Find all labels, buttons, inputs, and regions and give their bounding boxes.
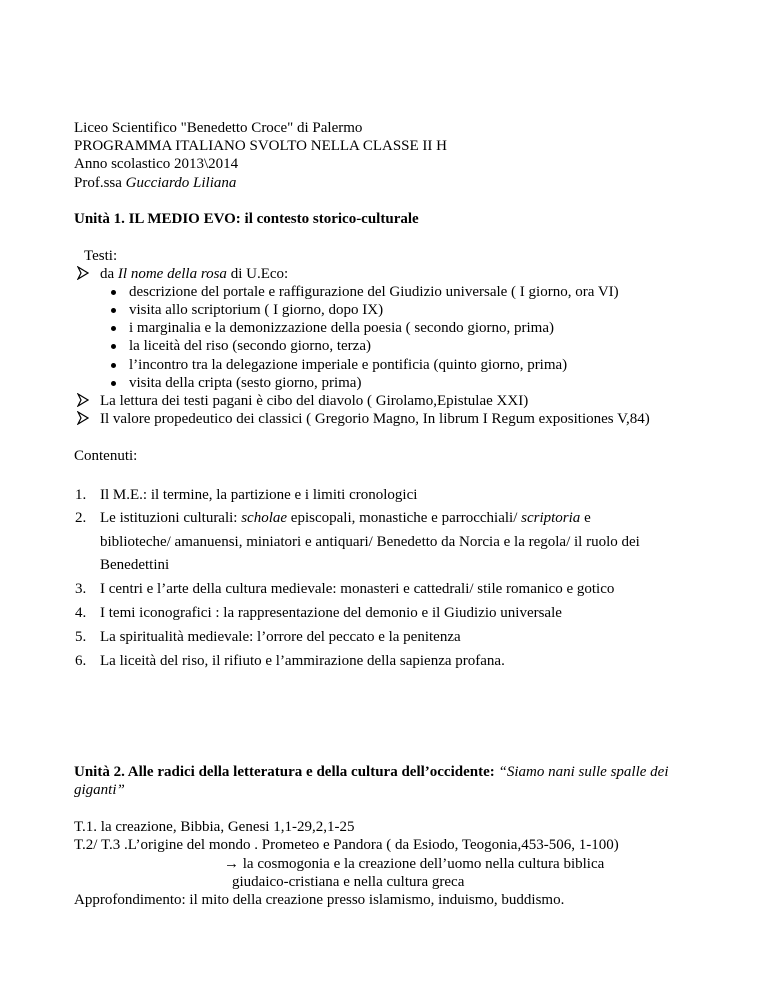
- teacher-prefix: Prof.ssa: [74, 175, 126, 191]
- programme-title: PROGRAMMA ITALIANO SVOLTO NELLA CLASSE II H: [74, 138, 447, 154]
- book-item: l’incontro tra la delegazione imperiale e pontificia (quinto giorno, prima): [129, 357, 568, 373]
- contenuti-item: Il M.E.: il termine, la partizione e i limiti cronologici: [100, 487, 418, 503]
- list-number: 5.: [75, 629, 87, 645]
- unit2-quote: “Siamo nani sulle spalle dei: [494, 764, 669, 780]
- dot-bullet-icon: [111, 290, 116, 295]
- book-line: [100, 265, 288, 283]
- contenuti-item: I centri e l’arte della cultura medievale: monasteri e cattedrali/ stile romanico e gotico: [100, 581, 615, 597]
- dot-bullet-icon: [111, 308, 116, 313]
- contenuti-item: [100, 509, 591, 527]
- dot-bullet-icon: [111, 326, 116, 331]
- arrow-bullet-icon: [77, 393, 89, 407]
- book-item: la liceità del riso (secondo giorno, terza): [129, 338, 371, 354]
- contenuti-text: e: [580, 510, 591, 526]
- unit2-title: Unità 2. Alle radici della letteratura e della cultura dell’occidente:: [74, 764, 495, 780]
- contenuti-text: episcopali, monastiche e parrocchiali/: [287, 510, 522, 526]
- unit1-title: Unità 1. IL MEDIO EVO: il contesto storico-culturale: [74, 211, 419, 227]
- text-t2-t3: T.2/ T.3 .L’origine del mondo . Prometeo e Pandora ( da Esiodo, Teogonia,453-506, 1-100): [74, 837, 619, 853]
- book-item: descrizione del portale e raffigurazione del Giudizio universale ( I giorno, ora VI): [129, 284, 619, 300]
- cosmogonia-line: → la cosmogonia e la creazione dell’uomo nella cultura biblica: [224, 856, 605, 872]
- contenuti-label: Contenuti:: [74, 448, 138, 464]
- unit2-title-line: [74, 763, 669, 781]
- book-prefix: da: [100, 266, 118, 282]
- book-item: i marginalia e la demonizzazione della poesia ( secondo giorno, prima): [129, 320, 554, 336]
- school-name: Liceo Scientifico "Benedetto Croce" di Palermo: [74, 120, 363, 136]
- approfondimento: Approfondimento: il mito della creazione presso islamismo, induismo, buddismo.: [74, 892, 565, 908]
- contenuti-text: Le istituzioni culturali:: [100, 510, 242, 526]
- unit2-quote-continued: giganti”: [74, 782, 125, 798]
- dot-bullet-icon: [111, 344, 116, 349]
- arrow-bullet-icon: [77, 266, 89, 280]
- school-year: Anno scolastico 2013\2014: [74, 156, 239, 172]
- contenuti-item: La liceità del riso, il rifiuto e l’ammirazione della sapienza profana.: [100, 653, 505, 669]
- testi-label: Testi:: [84, 248, 118, 264]
- book-title: Il nome della rosa: [117, 266, 227, 282]
- list-number: 2.: [75, 510, 87, 526]
- list-number: 1.: [75, 487, 87, 503]
- list-number: 3.: [75, 581, 87, 597]
- scriptoria-term: scriptoria: [521, 510, 581, 526]
- book-item: visita allo scriptorium ( I giorno, dopo IX): [129, 302, 384, 318]
- book-suffix: di U.Eco:: [226, 266, 289, 282]
- contenuti-item-continued: biblioteche/ amanuensi, miniatori e antiquari/ Benedetto da Norcia e la regola/ il ruolo dei: [100, 534, 640, 550]
- contenuti-item-continued: Benedettini: [100, 557, 170, 573]
- arrow-bullet-icon: [77, 411, 89, 425]
- scholae-term: scholae: [241, 510, 288, 526]
- text-t1: T.1. la creazione, Bibbia, Genesi 1,1-29,2,1-25: [74, 819, 355, 835]
- dot-bullet-icon: [111, 363, 116, 368]
- cosmogonia-line-continued: giudaico-cristiana e nella cultura greca: [232, 874, 465, 890]
- dot-bullet-icon: [111, 381, 116, 386]
- other-text: Il valore propedeutico dei classici ( Gregorio Magno, In librum I Regum expositiones V,84): [100, 411, 650, 427]
- book-item: visita della cripta (sesto giorno, prima): [129, 375, 362, 391]
- teacher-line: [74, 174, 236, 192]
- other-text: La lettura dei testi pagani è cibo del diavolo ( Girolamo,Epistulae XXI): [100, 393, 529, 409]
- contenuti-item: La spiritualità medievale: l’orrore del peccato e la penitenza: [100, 629, 461, 645]
- list-number: 6.: [75, 653, 87, 669]
- contenuti-item: I temi iconografici : la rappresentazione del demonio e il Giudizio universale: [100, 605, 562, 621]
- list-number: 4.: [75, 605, 87, 621]
- teacher-name: Gucciardo Liliana: [125, 175, 237, 191]
